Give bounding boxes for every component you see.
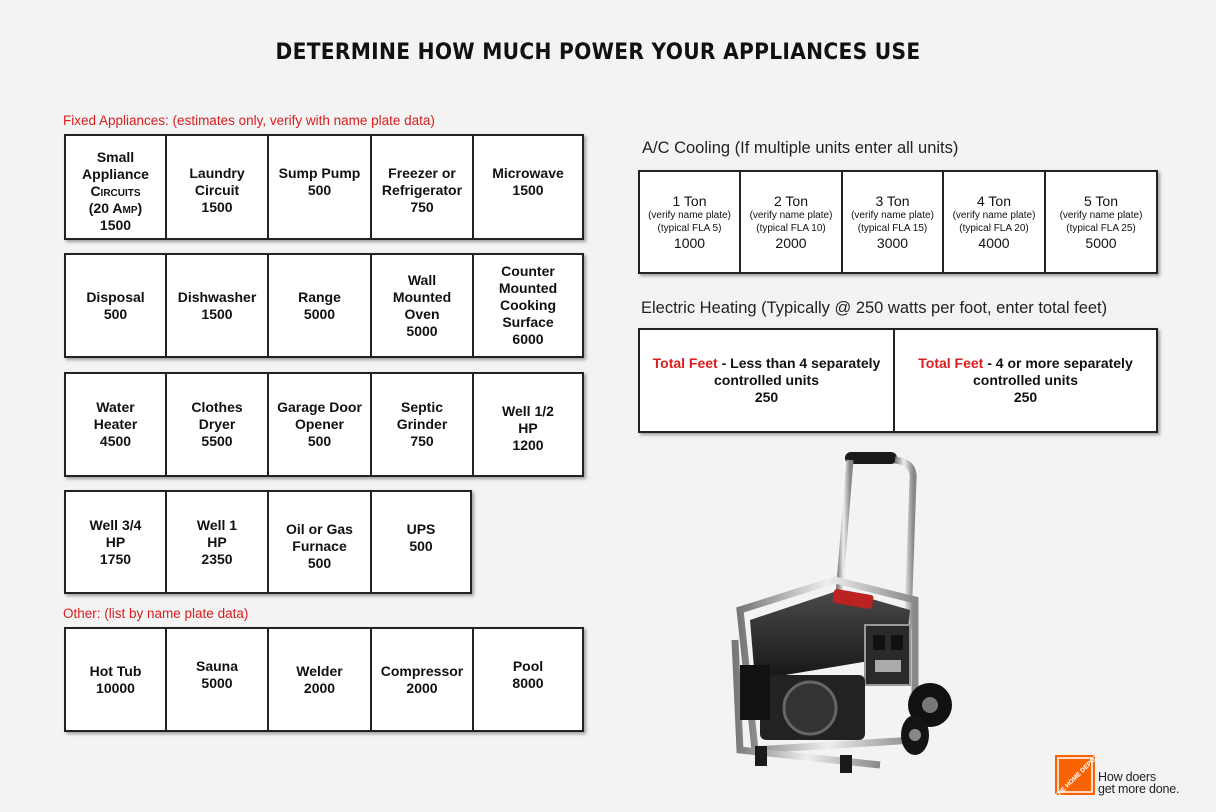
cell-pool: Pool 8000 <box>512 658 544 691</box>
cell-dishwasher: Dishwasher 1500 <box>167 255 269 356</box>
cell-small-appliance: Small Appliance Circuits (20 Amp) 1500 <box>66 136 167 238</box>
cell-furnace: Oil or Gas Furnace 500 <box>269 492 372 592</box>
other-label: Other: (list by name plate data) <box>63 606 249 621</box>
heating-4-or-more: Total Feet - 4 or more separately controlled units 250 <box>918 355 1133 405</box>
cell-ups: UPS 500 <box>406 521 436 554</box>
cell-clothes-dryer: Clothes Dryer 5500 <box>167 374 269 475</box>
electric-heating-grid <box>638 328 1158 433</box>
cell-hot-tub: Hot Tub 10000 <box>66 629 167 730</box>
ac-5-ton: 5 Ton (verify name plate) (typical FLA 25) 5000 <box>1059 193 1143 251</box>
page-title: DETERMINE HOW MUCH POWER YOUR APPLIANCES USE <box>275 40 921 65</box>
fixed-row-1 <box>64 134 584 240</box>
cell-freezer: Freezer or Refrigerator 750 <box>372 136 474 238</box>
cell-well-three-quarter-hp: Well 3/4 HP 1750 <box>66 492 167 592</box>
ac-2-ton: 2 Ton (verify name plate) (typical FLA 10) 2000 <box>741 172 843 272</box>
fixed-row-3 <box>64 372 584 477</box>
ac-1-ton: 1 Ton (verify name plate) (typical FLA 5) 1000 <box>640 172 741 272</box>
portable-generator-image <box>715 450 965 775</box>
brand-tagline <box>1098 771 1179 795</box>
other-row <box>64 627 584 732</box>
cell-garage-door: Garage Door Opener 500 <box>269 374 372 475</box>
cell-welder: Welder 2000 <box>269 629 372 730</box>
ac-cooling-label: A/C Cooling (If multiple units enter all units) <box>642 139 959 157</box>
fixed-row-2 <box>64 253 584 358</box>
cell-septic-grinder: Septic Grinder 750 <box>372 374 474 475</box>
ac-4-ton: 4 Ton (verify name plate) (typical FLA 20) 4000 <box>944 172 1046 272</box>
cell-laundry-circuit: Laundry Circuit 1500 <box>167 136 269 238</box>
cell-sauna: Sauna 5000 <box>167 629 269 730</box>
ac-cooling-grid <box>638 170 1158 274</box>
tagline-line-1: How doers <box>1098 770 1156 784</box>
cell-cooking-surface: Counter Mounted Cooking Surface 6000 <box>498 263 558 347</box>
electric-heating-label: Electric Heating (Typically @ 250 watts per foot, enter total feet) <box>641 299 1108 317</box>
fixed-row-4 <box>64 490 472 594</box>
fixed-appliances-label: Fixed Appliances: (estimates only, verify with name plate data) <box>63 113 435 128</box>
ac-3-ton: 3 Ton (verify name plate) (typical FLA 15) 3000 <box>843 172 944 272</box>
cell-wall-oven: Wall Mounted Oven 5000 <box>372 255 474 356</box>
cell-sump-pump: Sump Pump 500 <box>269 136 372 238</box>
cell-microwave: Microwave 1500 <box>492 165 564 198</box>
logo-text: THE HOME DEPOT <box>1053 753 1100 800</box>
cell-disposal: Disposal 500 <box>66 255 167 356</box>
cell-water-heater: Water Heater 4500 <box>66 374 167 475</box>
cell-well-1-hp: Well 1 HP 2350 <box>167 492 269 592</box>
cell-range: Range 5000 <box>269 255 372 356</box>
tagline-line-2: get more done. <box>1098 782 1180 796</box>
cell-well-half-hp: Well 1/2 HP 1200 <box>502 403 554 453</box>
home-depot-logo <box>1053 753 1100 800</box>
heating-less-than-4: Total Feet - Less than 4 separately controlled units 250 <box>640 330 895 431</box>
cell-compressor: Compressor 2000 <box>372 629 474 730</box>
